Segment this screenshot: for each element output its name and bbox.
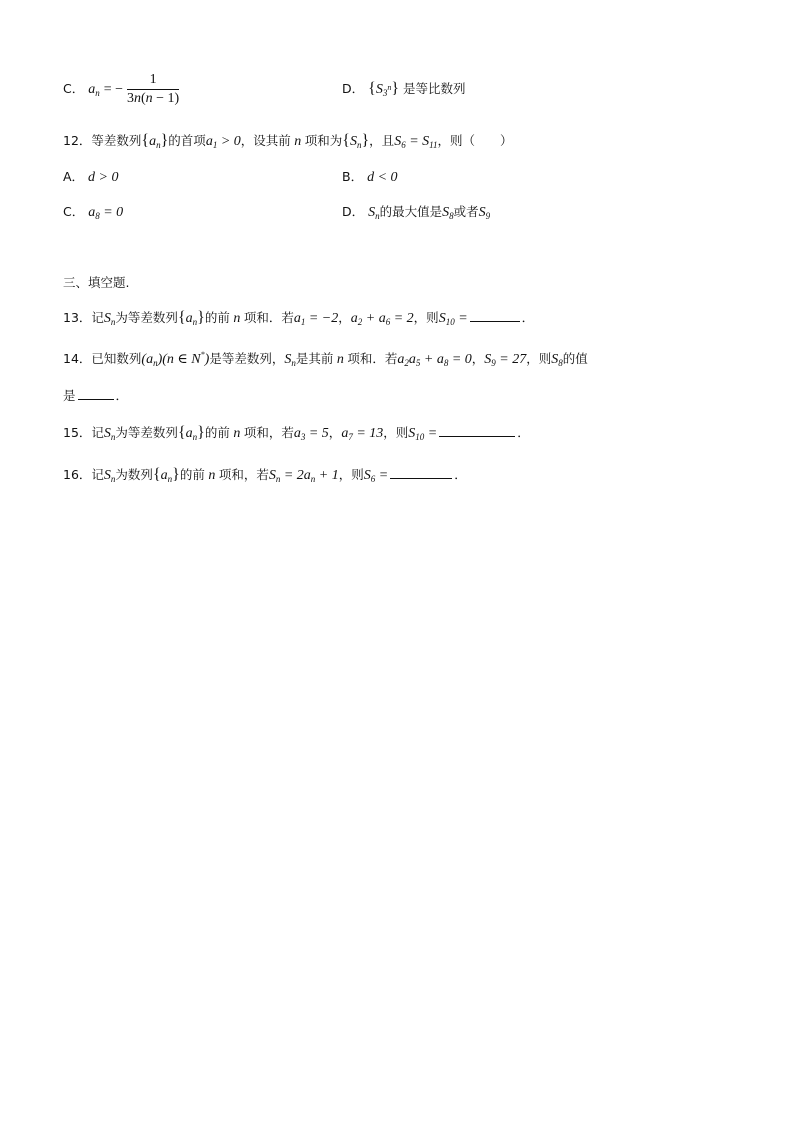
- option-text: 是等比数列: [402, 81, 466, 96]
- fraction: $\frac{1}{3n(n - 1)}$: [126, 72, 180, 106]
- answer-blank[interactable]: [439, 424, 515, 437]
- question-number: 14．: [63, 351, 92, 366]
- answer-blank[interactable]: [470, 309, 520, 322]
- question-number: 13．: [63, 310, 92, 325]
- q12-stem: 12．等差数列$\{a_n\}$的首项$a_1 > 0$，设其前 n 项和为$\{S_n\}$，且$S_6 = S_{11}$，则（ ）: [63, 132, 513, 150]
- q12-option-d: D． $S_n$的最大值是$S_8$或者$S_9$: [342, 204, 491, 221]
- q13-stem: 13．记$S_n$为等差数列$\{a_n\}$的前 n 项和．若$a_1 = -2$，$a_2 + a_6 = 2$，则$S_{10}$ = ．: [63, 309, 535, 327]
- q11-option-d: [342, 80, 466, 99]
- q11-option-c: C． $a_n$ = − $\frac{1}{3n(n - 1)}$: [63, 72, 180, 106]
- question-number: 12．: [63, 133, 92, 148]
- section-title: 三、填空题.: [63, 275, 130, 290]
- answer-blank[interactable]: [390, 466, 452, 479]
- formula: $a_1 > 0$: [205, 134, 241, 150]
- formula: $S_6 = S_{11}$: [394, 134, 438, 150]
- option-label: C．: [63, 81, 85, 96]
- option-label: B．: [342, 169, 364, 184]
- formula: $\{a_n\}$: [141, 132, 169, 150]
- q12-option-a: [63, 168, 119, 187]
- q12-option-b: [342, 168, 398, 187]
- answer-blank[interactable]: [78, 387, 114, 400]
- option-label: D．: [342, 204, 365, 219]
- q12-option-c: [63, 203, 123, 222]
- question-number: 15．: [63, 425, 92, 440]
- q14-stem: 14．已知数列$(a_n)(n$ ∈ N*)是等差数列，$S_n$是其前 n 项和．若$a_2a_5 + a_8 = 0$，$S_9 = 27$，则$S_8$的值: [63, 350, 588, 368]
- question-number: 16．: [63, 467, 92, 482]
- formula: $a_n$: [88, 82, 100, 98]
- formula: $a_8 = 0$: [88, 205, 124, 221]
- formula: $\{S_{3^n}\}$: [368, 80, 399, 98]
- option-label: A．: [63, 169, 85, 184]
- q14-stem-cont: 是 ．: [63, 388, 129, 403]
- option-label: D．: [342, 81, 365, 96]
- formula: d < 0: [367, 170, 398, 185]
- option-label: C．: [63, 204, 85, 219]
- formula: $\{S_n\}$: [342, 132, 370, 150]
- q16-stem: 16．记$S_n$为数列$\{a_n\}$的前 n 项和，若$S_n = 2a_n + 1$，则$S_6$ = ．: [63, 466, 467, 484]
- formula: d > 0: [88, 170, 119, 185]
- q15-stem: 15．记$S_n$为等差数列$\{a_n\}$的前 n 项和，若$a_3 = 5$，$a_7 = 13$，则$S_{10}$ = ．: [63, 424, 530, 442]
